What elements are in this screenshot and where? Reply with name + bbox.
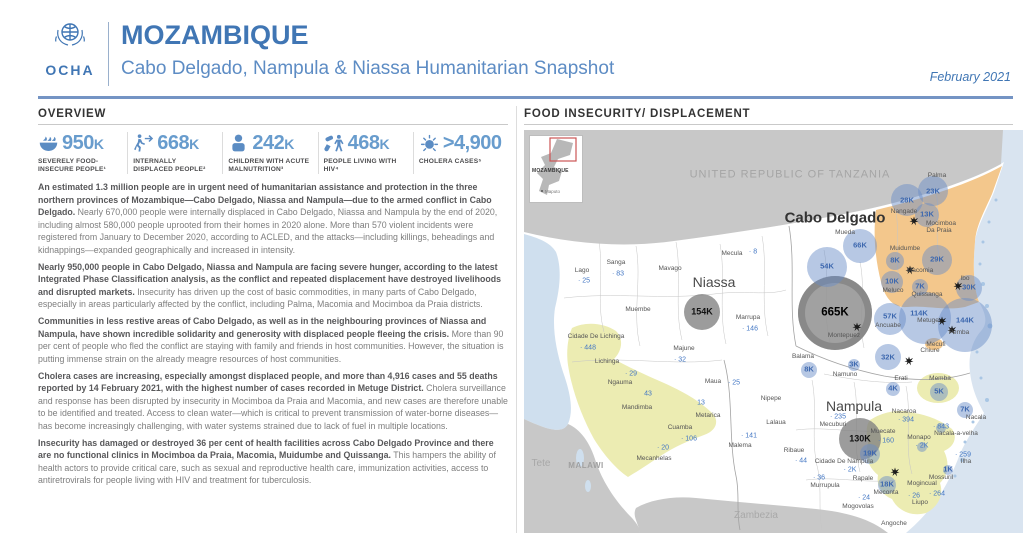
district-label: Murrupula — [810, 481, 840, 489]
figure-label: INTERNALLY DISPLACED PEOPLE² — [133, 158, 206, 173]
value-label: · 146 — [742, 325, 758, 333]
district-label: Rapale — [852, 474, 874, 482]
province-total-label: 130K — [849, 433, 871, 444]
district-label: Pemba — [948, 328, 970, 336]
value-label: 114K — [910, 308, 928, 318]
district-label: Angoche — [881, 519, 907, 527]
conflict-icon — [891, 468, 900, 477]
value-label: · 29 — [624, 370, 638, 378]
value-label: 66K — [853, 240, 867, 250]
overview-paragraph: An estimated 1.3 million people are in urgent need of humanitarian assistance and protection in the three northern provinces of Mozambique—Cabo Delgado, Niassa and Nampula—due to the armed conflict in Cabo Delgado. Nearly 670,000 people were internally displaced in Cabo Delgado, Niassa and Nampula by the end of 2020, including almost 580,000 people uprooted from their homes in 2020 alone. More than 570 violent incidents were registered from January to December 2020, according to ACLED, and the attacks—including killings, beheadings and kidnappings—expanded geographically and increased in intensity. — [38, 182, 498, 255]
report-date: February 2021 — [929, 70, 1011, 84]
figure-value: >4,900 — [442, 132, 502, 154]
value-label: 5K — [934, 386, 944, 396]
key-figure — [127, 132, 222, 174]
value-label: · 26 — [907, 492, 921, 500]
district-label: Mecufi — [926, 340, 946, 348]
map-section — [524, 108, 1013, 125]
value-label: · 25 — [727, 379, 741, 387]
overview-paragraph: Nearly 950,000 people in Cabo Delgado, Niassa and Nampula are facing severe hunger, according to the latest Integrated Phase Classification analysis, as the conflict and repeated displacement have destroyed livelihoods and disrupted markets. Insecurity has driven up the cost of basic commodities, in many parts of Cabo Delgado, especially in areas particularly affected by the conflict, including Palma, Macomia and Mocimboa da Praia districts. — [38, 261, 501, 309]
value-label: · 259 — [955, 451, 971, 459]
value-label: 144K — [956, 315, 974, 325]
country-label: Zambezia — [734, 510, 778, 521]
country-label: Tete — [531, 458, 551, 469]
district-label: Ancuabe — [875, 321, 901, 329]
value-label: 43 — [644, 390, 652, 398]
inset-country-label: MOZAMBIQUE — [532, 168, 569, 174]
district-label: Lalaua — [766, 418, 786, 426]
country-label: MALAWI — [568, 461, 604, 470]
district-label: Nipepe — [760, 394, 782, 402]
district-label: Ngauma — [607, 378, 633, 386]
overview-paragraph: Cholera cases are increasing, especially amongst displaced people, and more than 4,916 cases and 55 deaths reported by 14 February 2021, with the highest number of cases recorded in Metuge District. Cholera surveillance and response has been disrupted by insecurity in Mocimboa da Praia and Macomia, and new cases are therefore unable to be identified and treated. Access to clean water—which is critical to prevent transmission of water-borne diseases—has become increasingly challenging, with water systems strained due to lack of fuel in multiple locations. — [38, 370, 508, 431]
district-label: Erati — [894, 374, 908, 382]
header-divider — [108, 22, 109, 86]
page-title: MOZAMBIQUE — [121, 20, 309, 50]
figure-label: SEVERELY FOOD-INSECURE PEOPLE¹ — [38, 158, 107, 173]
district-label: Muembe — [625, 305, 651, 313]
district-label: Metuge — [917, 316, 939, 324]
district-label: Monapo — [907, 433, 931, 441]
header-rule — [38, 96, 1013, 99]
district-label: Lago — [574, 266, 590, 274]
value-label: 8K — [804, 364, 814, 374]
value-label: · 235 — [830, 413, 846, 421]
district-label: Palma — [927, 171, 947, 179]
value-label: · 24 — [857, 494, 871, 502]
overview-title: OVERVIEW — [38, 108, 107, 120]
district-label: Mandimba — [621, 403, 653, 411]
district-label: Sanga — [606, 258, 626, 266]
map-overlay — [524, 130, 1023, 533]
child-icon — [228, 133, 249, 154]
un-emblem-icon — [50, 16, 90, 56]
key-figure — [222, 132, 317, 174]
district-label: Ribaue — [783, 446, 805, 454]
value-label: · 141 — [741, 432, 757, 440]
value-label: · 32 — [673, 356, 687, 364]
district-label: Malema — [728, 441, 752, 449]
value-label: 1K — [943, 464, 953, 474]
column-divider — [516, 106, 517, 533]
key-figure — [318, 132, 413, 174]
district-label: Mecula — [721, 249, 743, 257]
figure-value: 950K — [62, 132, 104, 154]
value-label: · 8 — [748, 248, 758, 256]
overview-paragraph: Insecurity has damaged or destroyed 36 per cent of health facilities across Cabo Delgado Province and there are no functional clinics in Mocimboa da Praia, Macomia, Muidumbe and Quissanga. This hampers the ability of health actors to provide critical care, such as sexual and reproductive health care, immunization activities, access to antiretrovirals for people living with HIV and treatment for tuberculosis. — [38, 437, 496, 485]
value-label: · 106 — [681, 435, 697, 443]
value-label: · 2K — [843, 466, 857, 474]
district-label: Muecate — [870, 427, 896, 435]
district-label: Quissanga — [911, 290, 943, 298]
value-label: · 448 — [580, 344, 596, 352]
value-label: 23K — [926, 186, 940, 196]
key-figures — [38, 132, 508, 174]
hiv-icon — [324, 133, 345, 154]
district-label: Ilha — [960, 457, 972, 465]
district-label: Nacala — [965, 413, 987, 421]
value-label: 7K — [915, 281, 925, 291]
district-label: Majune — [673, 344, 695, 352]
section-rule — [38, 124, 508, 125]
district-label: Cidade De Nampula — [814, 457, 874, 465]
province-total-label: 154K — [691, 306, 713, 317]
district-label: Mecuburi — [819, 420, 847, 428]
district-label: Mecanhelas — [636, 454, 672, 462]
value-label: 7K — [960, 404, 970, 414]
value-label: · 394 — [898, 416, 914, 424]
value-label: · 25 — [577, 277, 591, 285]
value-label: 10K — [885, 276, 899, 286]
key-figure — [38, 132, 127, 174]
district-label: Nangade — [890, 207, 918, 215]
key-figure — [413, 132, 508, 174]
value-label: · 843 — [933, 423, 949, 431]
district-label: Macomia — [906, 266, 934, 274]
value-label: · 44 — [794, 457, 808, 465]
district-label: Mossuril — [928, 473, 954, 481]
district-label: Ibo — [960, 274, 970, 282]
value-label: 30K — [962, 282, 976, 292]
district-label: Da Praia — [926, 226, 952, 234]
mozambique-map — [524, 130, 1023, 533]
province-label: Cabo Delgado — [784, 209, 886, 227]
province-label: Niassa — [692, 274, 736, 290]
district-label: Memba — [929, 374, 951, 382]
cholera-icon — [419, 133, 440, 154]
ocha-logo — [38, 16, 102, 78]
province-total-label: 665K — [821, 306, 849, 319]
value-label: 8K — [890, 255, 900, 265]
value-label: 4K — [888, 383, 898, 393]
district-label: Cuamba — [667, 423, 693, 431]
value-label: 29K — [930, 254, 944, 264]
value-label: · 20 — [656, 444, 670, 452]
figure-value: 242K — [252, 132, 294, 154]
district-label: Lichinga — [594, 357, 620, 365]
district-label: Metarica — [695, 411, 721, 419]
figure-value: 668K — [157, 132, 199, 154]
page-subtitle: Cabo Delgado, Nampula & Niassa Humanitarian Snapshot — [121, 58, 615, 79]
district-label: Muidumbe — [889, 244, 921, 252]
district-label: Nacala-a-velha — [934, 429, 978, 437]
conflict-icon — [905, 357, 914, 366]
population-bubble — [938, 298, 992, 352]
inset-capital-label: Maputo — [545, 189, 561, 194]
district-label: Namuno — [832, 370, 858, 378]
value-label: · 83 — [611, 270, 625, 278]
section-rule — [524, 124, 1013, 125]
value-label: 3K — [849, 359, 859, 369]
figure-value: 468K — [347, 132, 390, 154]
district-label: Mueda — [835, 228, 855, 236]
district-label: Mogincual — [907, 479, 937, 487]
overview-section — [38, 108, 508, 491]
district-label: Nacaroa — [891, 407, 917, 415]
district-label: Marrupa — [735, 313, 761, 321]
district-label: Mavago — [658, 264, 682, 272]
value-label: 32K — [881, 352, 895, 362]
district-label: Mocimboa — [926, 219, 956, 227]
value-label: 19K — [863, 448, 877, 458]
country-label: UNITED REPUBLIC OF TANZANIA — [689, 168, 891, 181]
overview-paragraphs — [38, 181, 508, 487]
value-label: 18K — [880, 479, 894, 489]
map-section-title: FOOD INSECURITY/ DISPLACEMENT — [524, 108, 751, 120]
ocha-wordmark: OCHA — [45, 62, 95, 78]
value-label: 54K — [820, 261, 834, 271]
food-bowl-icon — [38, 133, 59, 154]
district-label: Maua — [704, 377, 722, 385]
district-label: Liupo — [912, 498, 928, 506]
province-label: Nampula — [825, 398, 883, 414]
figure-label: PEOPLE LIVING WITH HIV⁴ — [323, 158, 397, 173]
value-label: · 2K — [915, 442, 929, 450]
district-label: Cidade De Lichinga — [567, 332, 625, 340]
overview-paragraph: Communities in less restive areas of Cabo Delgado, as well as in the neighbouring provinces of Niassa and Nampula, have shown incredible solidarity and generosity with displaced people fleeing the crisis. More than 90 per cent of people who fled the conflict are staying with family and friends in host communities. However, the situation is putting immense strain on the already meagre resources of host communities. — [38, 316, 504, 364]
country-locator-inset — [529, 135, 583, 203]
district-label: Montepuez — [827, 331, 861, 339]
value-label: 13 — [697, 399, 705, 407]
value-label: 57K — [883, 311, 897, 321]
value-label: 28K — [900, 195, 914, 205]
figure-label: CHOLERA CASES⁵ — [418, 158, 482, 165]
value-label: 13K — [920, 209, 934, 219]
district-label: Balama — [791, 352, 815, 360]
district-label: Meconta — [873, 488, 899, 496]
displaced-person-icon — [133, 133, 154, 154]
district-label: Chiure — [920, 346, 940, 354]
value-label: · 36 — [812, 474, 826, 482]
value-label: · 264 — [929, 490, 945, 498]
figure-label: CHILDREN WITH ACUTE MALNUTRITION³ — [228, 158, 310, 173]
district-label: Mogovolas — [842, 502, 874, 510]
value-label: · 160 — [878, 437, 894, 445]
district-label: Meluco — [882, 286, 904, 294]
